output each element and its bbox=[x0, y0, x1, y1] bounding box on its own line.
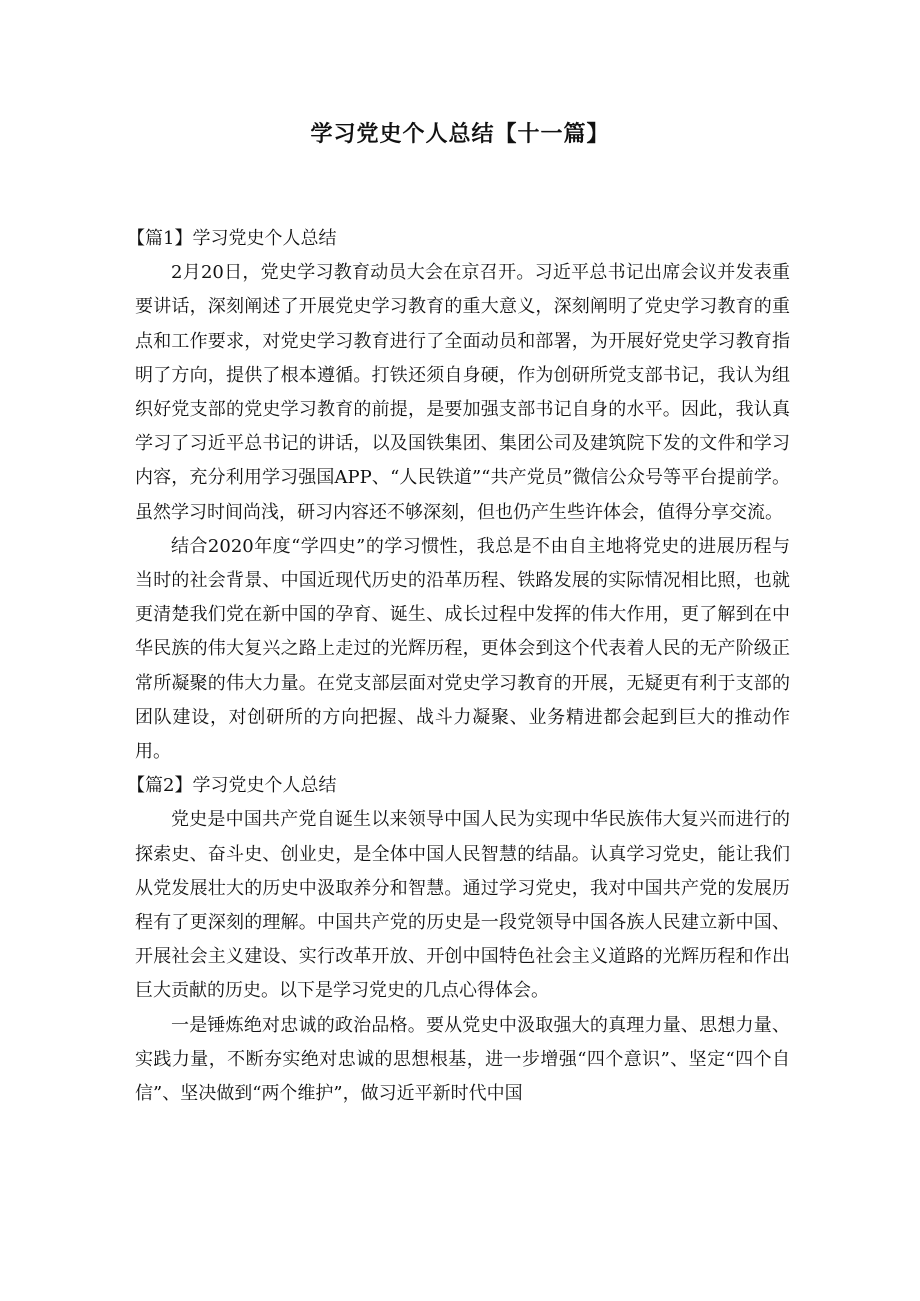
paragraph: 结合2020年度“学四史”的学习惯性，我总是不由自主地将党史的进展历程与当时的社会背景、中国近现代历史的沿革历程、铁路发展的实际情况相比照，也就更清楚我们党在新中国的孕育、诞生、成长过程中发挥的伟大作用，更了解到在中华民族的伟大复兴之路上走过的光辉历程，更体会到这个代表着人民的无产阶级正常所凝聚的伟大力量。在党支部层面对党史学习教育的开展，无疑更有利于支部的团队建设，对创研所的方向把握、战斗力凝聚、业务精进都会起到巨大的推动作用。 bbox=[135, 535, 790, 763]
document-title: 学习党史个人总结【十一篇】 bbox=[310, 122, 610, 147]
paragraph: 一是锤炼绝对忠诚的政治品格。要从党史中汲取强大的真理力量、思想力量、实践力量，不断夯实绝对忠诚的思想根基，进一步增强“四个意识”、坚定“四个自信”、坚决做到“两个维护”，做习近平新时代中国 bbox=[135, 1014, 790, 1105]
document-body bbox=[127, 222, 790, 1111]
paragraph: 党史是中国共产党自诞生以来领导中国人民为实现中华民族伟大复兴而进行的探索史、奋斗史、创业史，是全体中国人民智慧的结晶。认真学习党史，能让我们从党发展壮大的历史中汲取养分和智慧。通过学习党史，我对中国共产党的发展历程有了更深刻的理解。中国共产党的历史是一段党领导中国各族人民建立新中国、开展社会主义建设、实行改革开放、开创中国特色社会主义道路的光辉历程和作出巨大贡献的历史。以下是学习党史的几点心得体会。 bbox=[135, 809, 790, 1002]
section-heading-2: 【篇2】学习党史个人总结 bbox=[127, 775, 337, 797]
section-heading-1: 【篇1】学习党史个人总结 bbox=[127, 228, 337, 249]
paragraph: 2月20日，党史学习教育动员大会在京召开。习近平总书记出席会议并发表重要讲话，深刻阐述了开展党史学习教育的重大意义，深刻阐明了党史学习教育的重点和工作要求，对党史学习教育进行了全面动员和部署，为开展好党史学习教育指明了方向，提供了根本遵循。打铁还须自身硬，作为创研所党支部书记，我认为组织好党支部的党史学习教育的前提，是要加强支部书记自身的水平。因此，我认真学习了习近平总书记的讲话，以及国铁集团、集团公司及建筑院下发的文件和学习内容，充分利用学习强国APP、“人民铁道”“共产党员”微信公众号等平台提前学。虽然学习时间尚浅，研习内容还不够深刻，但也仍产生些许体会，值得分享交流。 bbox=[135, 262, 790, 523]
